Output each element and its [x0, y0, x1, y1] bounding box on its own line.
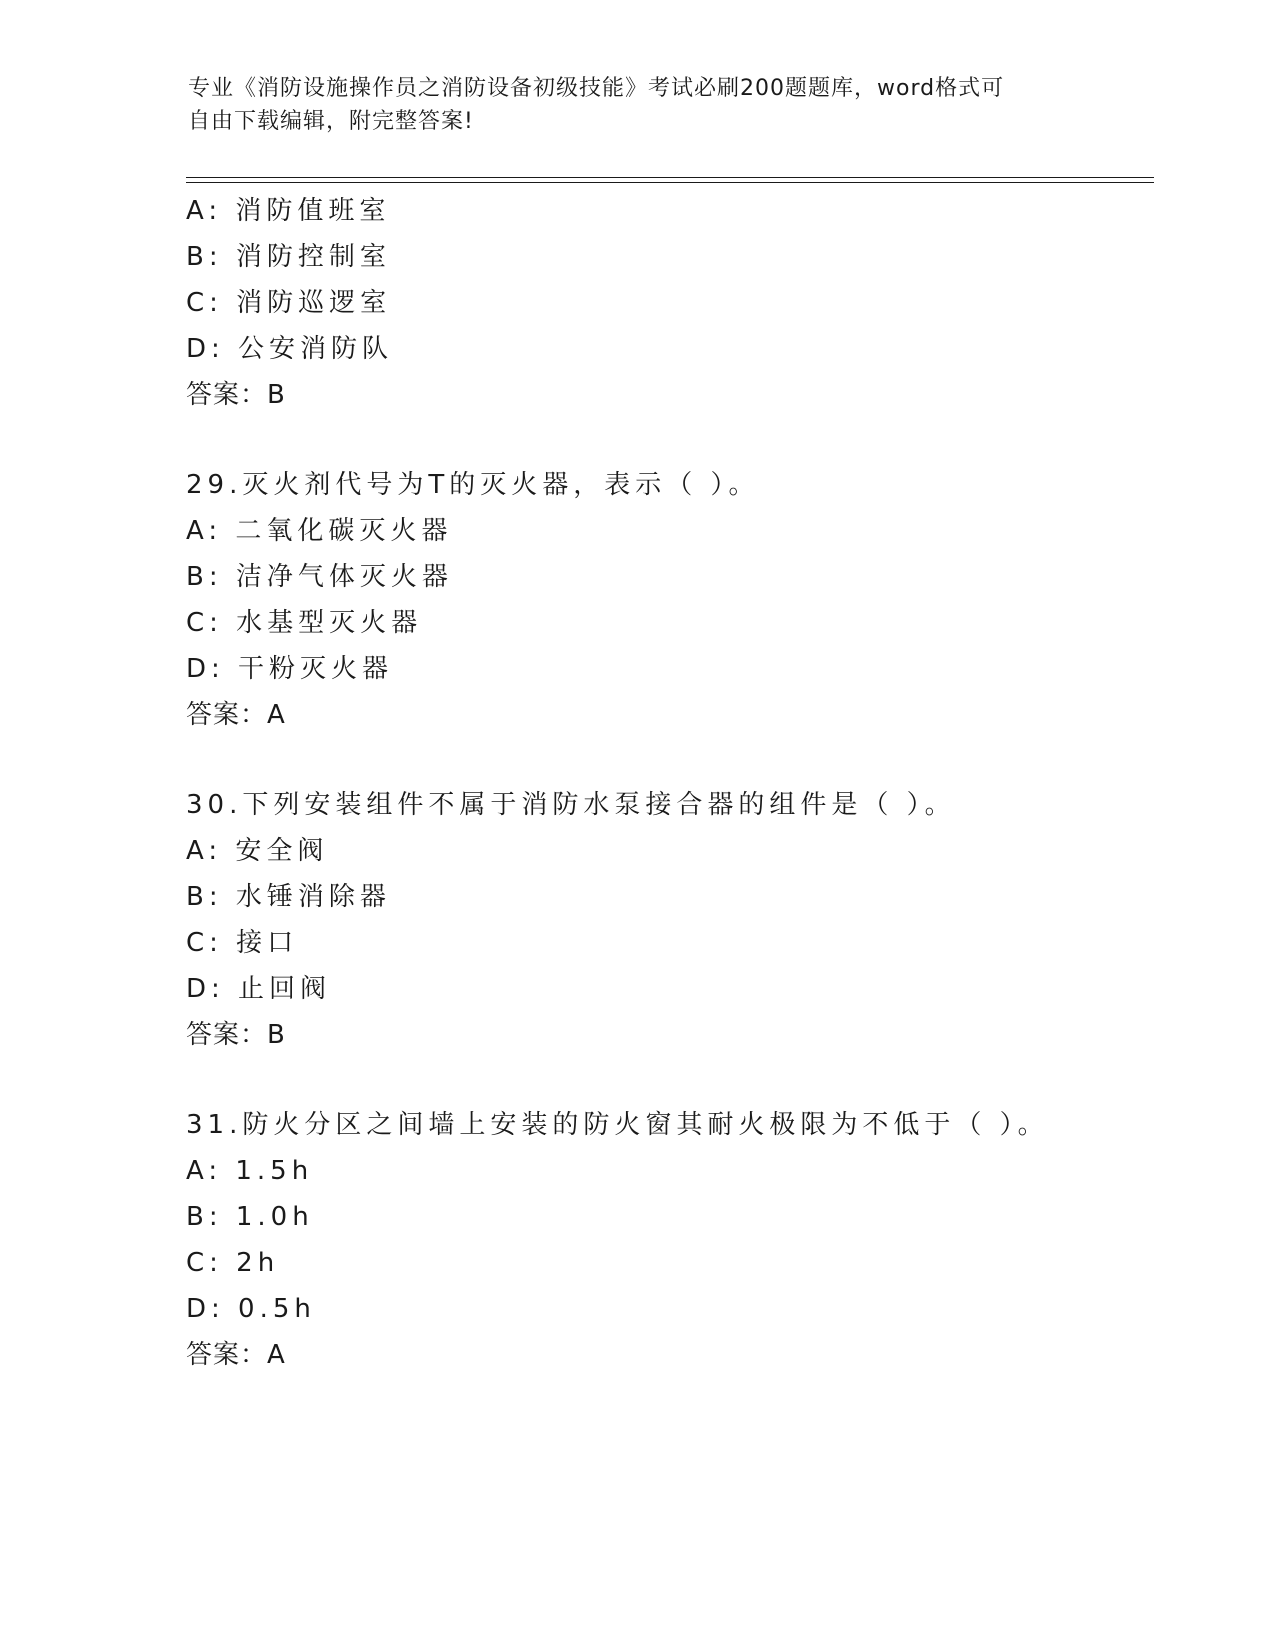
question-block-28 — [186, 188, 1146, 418]
option-b: B: 洁净气体灭火器 — [186, 562, 453, 592]
question-list — [186, 188, 1146, 1378]
question-block-30 — [186, 782, 1146, 1058]
question-block-31 — [186, 1102, 1146, 1378]
document-header — [188, 72, 1088, 138]
option-a: A: 安全阀 — [186, 836, 329, 866]
question-text: 31.防火分区之间墙上安装的防火窗其耐火极限为不低于（ ）。 — [186, 1110, 1049, 1140]
answer-line: 答案：B — [186, 1020, 286, 1050]
header-divider-top — [186, 177, 1154, 178]
option-b: B: 1.0h — [186, 1202, 314, 1232]
option-b: B: 消防控制室 — [186, 242, 391, 272]
header-line-1: 专业《消防设施操作员之消防设备初级技能》考试必刷200题题库，word格式可 — [188, 76, 1005, 101]
option-a: A: 二氧化碳灭火器 — [186, 516, 453, 546]
option-d: D: 止回阀 — [186, 974, 332, 1004]
option-c: C: 接口 — [186, 928, 299, 958]
spacer — [186, 418, 1146, 462]
question-block-29 — [186, 462, 1146, 738]
option-d: D: 干粉灭火器 — [186, 654, 394, 684]
option-c: C: 2h — [186, 1248, 280, 1278]
spacer — [186, 1058, 1146, 1102]
option-a: A: 1.5h — [186, 1156, 314, 1186]
question-text: 29.灭火剂代号为T的灭火器，表示（ ）。 — [186, 470, 760, 500]
header-line-2: 自由下载编辑，附完整答案! — [188, 109, 474, 134]
header-divider-bottom — [186, 182, 1154, 183]
answer-line: 答案：A — [186, 700, 286, 730]
option-a: A: 消防值班室 — [186, 196, 391, 226]
option-b: B: 水锤消除器 — [186, 882, 391, 912]
answer-line: 答案：A — [186, 1340, 286, 1370]
option-c: C: 水基型灭火器 — [186, 608, 423, 638]
answer-line: 答案：B — [186, 380, 286, 410]
option-c: C: 消防巡逻室 — [186, 288, 392, 318]
option-d: D: 0.5h — [186, 1294, 316, 1324]
spacer — [186, 738, 1146, 782]
question-text: 30.下列安装组件不属于消防水泵接合器的组件是（ ）。 — [186, 790, 956, 820]
option-d: D: 公安消防队 — [186, 334, 394, 364]
